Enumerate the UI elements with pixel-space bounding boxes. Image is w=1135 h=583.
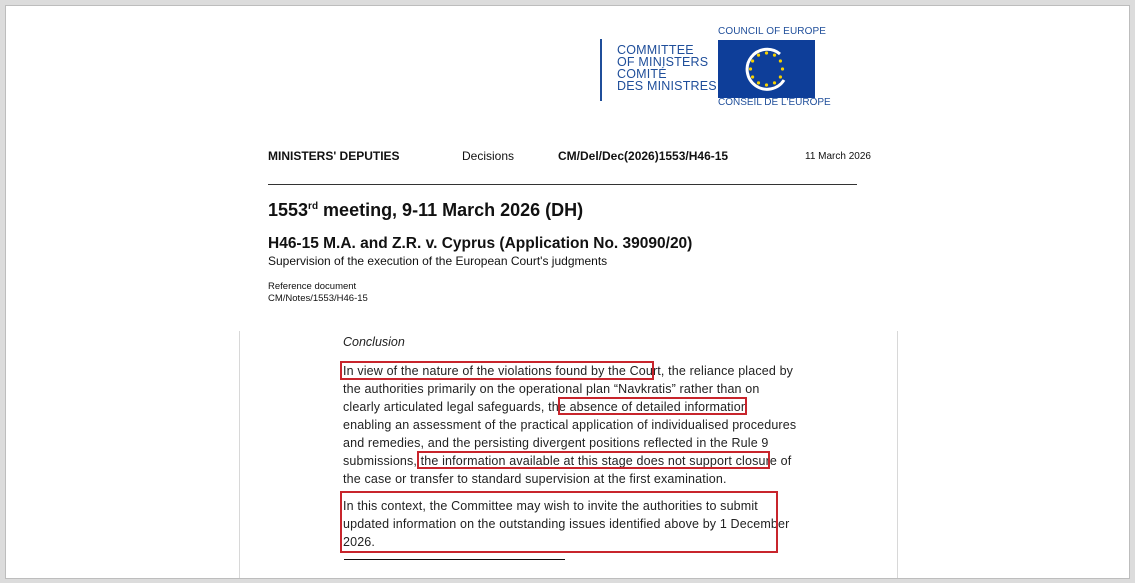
header-divider [268, 184, 857, 185]
paragraph-line: updated information on the outstanding issues identified above by 1 December [343, 517, 790, 531]
paragraph-line: In view of the nature of the violations found by the Court, the reliance placed by [343, 364, 794, 378]
conclusion-heading: Conclusion [343, 335, 405, 349]
highlight-box-closure [417, 451, 770, 469]
committee-of-ministers-logo [600, 39, 717, 101]
committee-line: COMMITTEE [617, 43, 694, 57]
committee-line: OF MINISTERS [617, 55, 709, 69]
conclusion-paragraph-1 [343, 362, 797, 488]
paragraph-line: clearly articulated legal safeguards, the absence of detailed information [343, 400, 748, 414]
paragraph-line: submissions, the information available at this stage does not support closure of [343, 454, 792, 468]
coe-logo-top-text: COUNCIL OF EUROPE [718, 26, 827, 37]
document-body: MINISTERS' DEPUTIES [268, 149, 400, 163]
paragraph-line: In this context, the Committee may wish to invite the authorities to submit [343, 499, 758, 513]
paragraph-line: the authorities primarily on the operational plan “Navkratis” rather than on [343, 382, 760, 396]
coe-flag-logo [718, 40, 815, 98]
committee-line: COMITÉ [617, 67, 667, 81]
paragraph-line: and remedies, and the persisting divergent positions reflected in the Rule 9 [343, 436, 769, 450]
case-title: H46-15 M.A. and Z.R. v. Cyprus (Application No. 39090/20) [268, 235, 693, 252]
highlight-box-violations [340, 361, 654, 380]
highlight-box-invitation [340, 491, 778, 553]
document-type: Decisions [462, 149, 515, 163]
highlight-box-absence [558, 397, 747, 415]
paragraph-line: the case or transfer to standard supervision at the first examination. [343, 472, 727, 486]
reference-label: Reference document [268, 281, 357, 292]
case-subtitle: Supervision of the execution of the European Court's judgments [268, 254, 608, 268]
meeting-title [268, 200, 583, 221]
coe-emblem-icon [718, 40, 815, 98]
committee-line: DES MINISTRES [617, 79, 717, 93]
document-date: 11 March 2026 [805, 151, 871, 162]
document-reference: CM/Del/Dec(2026)1553/H46-15 [558, 149, 729, 163]
meeting-number: 1553 [268, 200, 309, 220]
paragraph-line: enabling an assessment of the practical application of individualised procedures [343, 418, 797, 432]
meeting-ordinal: rd [308, 201, 319, 212]
coe-logo-bottom-text: CONSEIL DE L'EUROPE [718, 97, 831, 108]
page-frame [5, 5, 1130, 579]
table-top-edge [344, 559, 565, 563]
paragraph-line: 2026. [343, 535, 376, 549]
reference-value: CM/Notes/1553/H46-15 [268, 293, 368, 304]
meeting-details: meeting, 9-11 March 2026 (DH) [318, 200, 584, 220]
